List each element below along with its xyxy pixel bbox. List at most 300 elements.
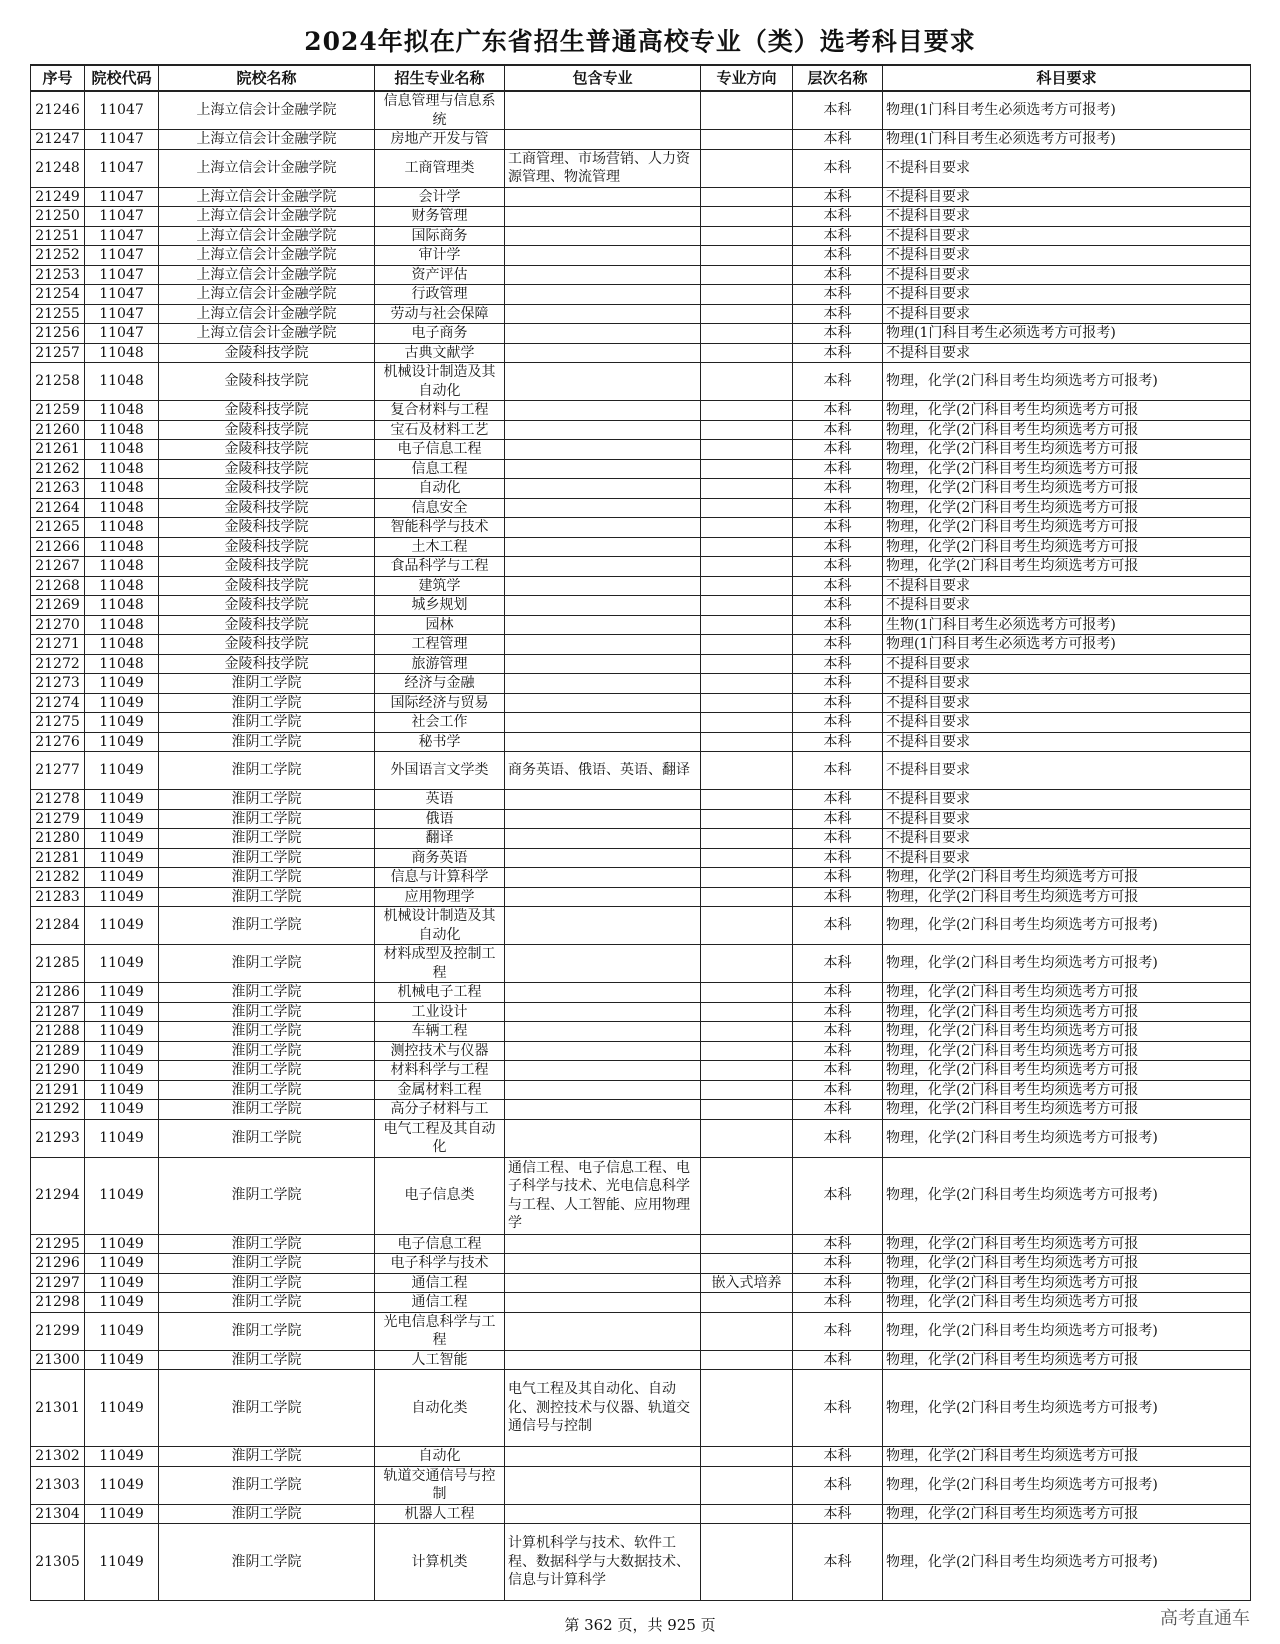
table-row [31, 1273, 1251, 1293]
cell-direction [701, 537, 793, 557]
cell-level: 本科 [793, 479, 883, 499]
cell-major-name: 翻译 [375, 829, 505, 849]
table-row [31, 498, 1251, 518]
cell-index: 21256 [31, 324, 85, 344]
cell-included-majors [505, 732, 701, 752]
cell-included-majors [505, 983, 701, 1003]
table-row [31, 226, 1251, 246]
cell-direction [701, 654, 793, 674]
cell-direction [701, 576, 793, 596]
cell-direction [701, 983, 793, 1003]
cell-direction [701, 401, 793, 421]
cell-included-majors: 通信工程、电子信息工程、电子科学与技术、光电信息科学与工程、人工智能、应用物理学 [505, 1157, 701, 1234]
cell-direction [701, 945, 793, 983]
cell-included-majors [505, 1234, 701, 1254]
cell-school-code: 11048 [85, 557, 159, 577]
cell-included-majors [505, 1312, 701, 1350]
cell-subject-req: 物理，化学(2门科目考生均须选考方可报考) [883, 1157, 1251, 1234]
cell-subject-req: 不提科目要求 [883, 752, 1251, 790]
cell-major-name: 机械设计制造及其自动化 [375, 907, 505, 945]
cell-major-name: 园林 [375, 615, 505, 635]
cell-direction: 嵌入式培养 [701, 1273, 793, 1293]
cell-subject-req: 物理，化学(2门科目考生均须选考方可报 [883, 518, 1251, 538]
cell-level: 本科 [793, 1524, 883, 1601]
brand-watermark: 高考直通车 [1160, 1608, 1250, 1629]
cell-major-name: 行政管理 [375, 285, 505, 305]
cell-subject-req: 不提科目要求 [883, 207, 1251, 227]
cell-direction [701, 1312, 793, 1350]
cell-included-majors [505, 537, 701, 557]
col-header-index: 序号 [31, 65, 85, 91]
cell-level: 本科 [793, 91, 883, 130]
cell-level: 本科 [793, 149, 883, 187]
cell-subject-req: 不提科目要求 [883, 246, 1251, 266]
cell-index: 21282 [31, 868, 85, 888]
cell-level: 本科 [793, 420, 883, 440]
table-row [31, 1312, 1251, 1350]
cell-included-majors [505, 1022, 701, 1042]
table-row [31, 420, 1251, 440]
table-row [31, 829, 1251, 849]
table-row [31, 1157, 1251, 1234]
cell-included-majors [505, 1350, 701, 1370]
cell-school-name: 金陵科技学院 [159, 479, 375, 499]
table-row [31, 809, 1251, 829]
cell-index: 21292 [31, 1100, 85, 1120]
cell-included-majors [505, 226, 701, 246]
cell-index: 21270 [31, 615, 85, 635]
cell-major-name: 信息安全 [375, 498, 505, 518]
cell-school-name: 淮阴工学院 [159, 1254, 375, 1274]
cell-level: 本科 [793, 829, 883, 849]
cell-school-name: 上海立信会计金融学院 [159, 149, 375, 187]
cell-level: 本科 [793, 654, 883, 674]
cell-school-code: 11049 [85, 1524, 159, 1601]
cell-school-name: 上海立信会计金融学院 [159, 130, 375, 150]
cell-included-majors [505, 187, 701, 207]
cell-level: 本科 [793, 304, 883, 324]
cell-subject-req: 不提科目要求 [883, 674, 1251, 694]
table-row [31, 674, 1251, 694]
cell-school-name: 上海立信会计金融学院 [159, 207, 375, 227]
cell-direction [701, 363, 793, 401]
cell-subject-req: 物理，化学(2门科目考生均须选考方可报 [883, 887, 1251, 907]
cell-school-code: 11048 [85, 635, 159, 655]
cell-subject-req: 不提科目要求 [883, 693, 1251, 713]
cell-included-majors [505, 596, 701, 616]
cell-level: 本科 [793, 635, 883, 655]
cell-major-name: 电子信息工程 [375, 1234, 505, 1254]
cell-direction [701, 1080, 793, 1100]
cell-direction [701, 1293, 793, 1313]
cell-major-name: 机械电子工程 [375, 983, 505, 1003]
cell-included-majors [505, 130, 701, 150]
cell-level: 本科 [793, 401, 883, 421]
cell-school-code: 11047 [85, 130, 159, 150]
cell-index: 21255 [31, 304, 85, 324]
cell-major-name: 应用物理学 [375, 887, 505, 907]
cell-level: 本科 [793, 1061, 883, 1081]
cell-subject-req: 物理，化学(2门科目考生均须选考方可报 [883, 1234, 1251, 1254]
cell-direction [701, 285, 793, 305]
cell-major-name: 房地产开发与管 [375, 130, 505, 150]
cell-subject-req: 不提科目要求 [883, 809, 1251, 829]
cell-direction [701, 149, 793, 187]
cell-school-code: 11049 [85, 1041, 159, 1061]
cell-subject-req: 物理，化学(2门科目考生均须选考方可报 [883, 1080, 1251, 1100]
cell-index: 21248 [31, 149, 85, 187]
cell-school-name: 淮阴工学院 [159, 1293, 375, 1313]
cell-school-code: 11049 [85, 809, 159, 829]
cell-index: 21265 [31, 518, 85, 538]
table-row [31, 1080, 1251, 1100]
cell-subject-req: 物理，化学(2门科目考生均须选考方可报 [883, 1504, 1251, 1524]
cell-major-name: 国际经济与贸易 [375, 693, 505, 713]
cell-direction [701, 1022, 793, 1042]
cell-school-code: 11049 [85, 1157, 159, 1234]
cell-school-code: 11049 [85, 674, 159, 694]
cell-major-name: 英语 [375, 790, 505, 810]
cell-included-majors [505, 343, 701, 363]
cell-subject-req: 物理，化学(2门科目考生均须选考方可报 [883, 868, 1251, 888]
page-title: 2024年拟在广东省招生普通高校专业（类）选考科目要求 [304, 27, 976, 56]
cell-level: 本科 [793, 459, 883, 479]
cell-school-name: 淮阴工学院 [159, 1447, 375, 1467]
table-row [31, 1061, 1251, 1081]
cell-school-name: 金陵科技学院 [159, 596, 375, 616]
cell-subject-req: 物理，化学(2门科目考生均须选考方可报考) [883, 1312, 1251, 1350]
cell-major-name: 外国语言文学类 [375, 752, 505, 790]
cell-school-code: 11048 [85, 479, 159, 499]
cell-school-name: 金陵科技学院 [159, 440, 375, 460]
cell-major-name: 高分子材料与工 [375, 1100, 505, 1120]
cell-major-name: 人工智能 [375, 1350, 505, 1370]
table-row [31, 91, 1251, 130]
cell-major-name: 劳动与社会保障 [375, 304, 505, 324]
cell-included-majors [505, 265, 701, 285]
cell-major-name: 审计学 [375, 246, 505, 266]
cell-subject-req: 物理，化学(2门科目考生均须选考方可报 [883, 1273, 1251, 1293]
cell-level: 本科 [793, 1293, 883, 1313]
cell-school-code: 11049 [85, 1466, 159, 1504]
cell-level: 本科 [793, 1447, 883, 1467]
cell-included-majors [505, 518, 701, 538]
cell-major-name: 自动化 [375, 479, 505, 499]
cell-direction [701, 343, 793, 363]
cell-school-code: 11049 [85, 868, 159, 888]
cell-subject-req: 物理，化学(2门科目考生均须选考方可报 [883, 1447, 1251, 1467]
cell-index: 21304 [31, 1504, 85, 1524]
cell-level: 本科 [793, 246, 883, 266]
cell-school-code: 11049 [85, 1254, 159, 1274]
cell-index: 21290 [31, 1061, 85, 1081]
cell-index: 21289 [31, 1041, 85, 1061]
cell-school-name: 上海立信会计金融学院 [159, 324, 375, 344]
cell-level: 本科 [793, 1002, 883, 1022]
cell-subject-req: 物理，化学(2门科目考生均须选考方可报 [883, 1002, 1251, 1022]
cell-level: 本科 [793, 983, 883, 1003]
cell-school-name: 金陵科技学院 [159, 654, 375, 674]
table-row [31, 615, 1251, 635]
requirements-table [30, 64, 1251, 1601]
cell-major-name: 土木工程 [375, 537, 505, 557]
cell-included-majors [505, 498, 701, 518]
cell-major-name: 秘书学 [375, 732, 505, 752]
cell-school-name: 淮阴工学院 [159, 1234, 375, 1254]
cell-included-majors [505, 887, 701, 907]
cell-school-code: 11047 [85, 207, 159, 227]
cell-school-code: 11047 [85, 226, 159, 246]
cell-level: 本科 [793, 1254, 883, 1274]
table-body [31, 91, 1251, 1601]
cell-level: 本科 [793, 1273, 883, 1293]
cell-level: 本科 [793, 1041, 883, 1061]
cell-direction [701, 1119, 793, 1157]
cell-included-majors [505, 1447, 701, 1467]
cell-school-name: 淮阴工学院 [159, 945, 375, 983]
cell-index: 21303 [31, 1466, 85, 1504]
col-header-major-name: 招生专业名称 [375, 65, 505, 91]
cell-major-name: 城乡规划 [375, 596, 505, 616]
cell-major-name: 工商管理类 [375, 149, 505, 187]
cell-level: 本科 [793, 207, 883, 227]
cell-school-code: 11049 [85, 1100, 159, 1120]
cell-subject-req: 物理，化学(2门科目考生均须选考方可报考) [883, 1524, 1251, 1601]
cell-direction [701, 304, 793, 324]
cell-school-code: 11048 [85, 518, 159, 538]
table-row [31, 1524, 1251, 1601]
cell-school-name: 淮阴工学院 [159, 848, 375, 868]
cell-school-code: 11048 [85, 459, 159, 479]
table-row [31, 285, 1251, 305]
cell-school-name: 淮阴工学院 [159, 1524, 375, 1601]
cell-index: 21276 [31, 732, 85, 752]
cell-school-code: 11049 [85, 945, 159, 983]
cell-subject-req: 物理(1门科目考生必须选考方可报考) [883, 324, 1251, 344]
cell-school-name: 淮阴工学院 [159, 752, 375, 790]
cell-direction [701, 1100, 793, 1120]
cell-subject-req: 物理，化学(2门科目考生均须选考方可报考) [883, 363, 1251, 401]
cell-major-name: 信息工程 [375, 459, 505, 479]
cell-major-name: 财务管理 [375, 207, 505, 227]
cell-subject-req: 不提科目要求 [883, 304, 1251, 324]
cell-included-majors [505, 1119, 701, 1157]
cell-level: 本科 [793, 576, 883, 596]
cell-school-code: 11049 [85, 1022, 159, 1042]
cell-direction [701, 790, 793, 810]
cell-level: 本科 [793, 945, 883, 983]
cell-school-code: 11049 [85, 1080, 159, 1100]
cell-major-name: 信息管理与信息系统 [375, 91, 505, 130]
cell-subject-req: 物理，化学(2门科目考生均须选考方可报 [883, 479, 1251, 499]
cell-direction [701, 246, 793, 266]
cell-level: 本科 [793, 693, 883, 713]
cell-direction [701, 1447, 793, 1467]
cell-index: 21252 [31, 246, 85, 266]
cell-school-code: 11049 [85, 1447, 159, 1467]
cell-direction [701, 1466, 793, 1504]
cell-subject-req: 物理(1门科目考生必须选考方可报考) [883, 635, 1251, 655]
cell-school-code: 11047 [85, 187, 159, 207]
cell-included-majors [505, 1002, 701, 1022]
cell-direction [701, 518, 793, 538]
table-row [31, 983, 1251, 1003]
cell-school-name: 淮阴工学院 [159, 1504, 375, 1524]
cell-subject-req: 物理，化学(2门科目考生均须选考方可报考) [883, 907, 1251, 945]
cell-major-name: 计算机类 [375, 1524, 505, 1601]
cell-level: 本科 [793, 790, 883, 810]
cell-school-name: 金陵科技学院 [159, 343, 375, 363]
cell-direction [701, 1061, 793, 1081]
cell-school-name: 金陵科技学院 [159, 363, 375, 401]
cell-included-majors [505, 848, 701, 868]
table-row [31, 732, 1251, 752]
table-row [31, 945, 1251, 983]
cell-major-name: 建筑学 [375, 576, 505, 596]
cell-major-name: 通信工程 [375, 1273, 505, 1293]
col-header-level: 层次名称 [793, 65, 883, 91]
cell-subject-req: 不提科目要求 [883, 596, 1251, 616]
cell-level: 本科 [793, 557, 883, 577]
cell-included-majors: 计算机科学与技术、软件工程、数据科学与大数据技术、信息与计算科学 [505, 1524, 701, 1601]
cell-direction [701, 1157, 793, 1234]
cell-index: 21278 [31, 790, 85, 810]
cell-included-majors [505, 615, 701, 635]
cell-included-majors [505, 790, 701, 810]
cell-school-code: 11047 [85, 304, 159, 324]
cell-included-majors [505, 868, 701, 888]
cell-subject-req: 物理，化学(2门科目考生均须选考方可报 [883, 557, 1251, 577]
cell-subject-req: 不提科目要求 [883, 265, 1251, 285]
cell-index: 21293 [31, 1119, 85, 1157]
cell-included-majors [505, 1080, 701, 1100]
cell-level: 本科 [793, 809, 883, 829]
table-row [31, 557, 1251, 577]
cell-school-code: 11049 [85, 713, 159, 733]
cell-school-name: 金陵科技学院 [159, 420, 375, 440]
cell-index: 21305 [31, 1524, 85, 1601]
cell-school-code: 11049 [85, 1293, 159, 1313]
cell-index: 21268 [31, 576, 85, 596]
cell-school-name: 淮阴工学院 [159, 1119, 375, 1157]
cell-level: 本科 [793, 1080, 883, 1100]
col-header-included-majors: 包含专业 [505, 65, 701, 91]
cell-index: 21286 [31, 983, 85, 1003]
cell-included-majors [505, 654, 701, 674]
table-row [31, 1002, 1251, 1022]
cell-subject-req: 不提科目要求 [883, 654, 1251, 674]
cell-school-code: 11047 [85, 91, 159, 130]
cell-major-name: 国际商务 [375, 226, 505, 246]
cell-school-code: 11049 [85, 1370, 159, 1447]
cell-included-majors [505, 809, 701, 829]
cell-school-name: 金陵科技学院 [159, 557, 375, 577]
cell-subject-req: 不提科目要求 [883, 848, 1251, 868]
cell-school-code: 11048 [85, 498, 159, 518]
cell-direction [701, 226, 793, 246]
cell-included-majors [505, 635, 701, 655]
cell-school-name: 金陵科技学院 [159, 576, 375, 596]
cell-school-code: 11048 [85, 401, 159, 421]
cell-major-name: 车辆工程 [375, 1022, 505, 1042]
table-row [31, 265, 1251, 285]
cell-school-name: 金陵科技学院 [159, 537, 375, 557]
cell-direction [701, 498, 793, 518]
cell-index: 21302 [31, 1447, 85, 1467]
cell-subject-req: 物理，化学(2门科目考生均须选考方可报 [883, 420, 1251, 440]
cell-school-name: 金陵科技学院 [159, 498, 375, 518]
table-row [31, 1119, 1251, 1157]
cell-index: 21269 [31, 596, 85, 616]
cell-school-code: 11049 [85, 1350, 159, 1370]
table-row [31, 790, 1251, 810]
table-row [31, 1041, 1251, 1061]
cell-major-name: 光电信息科学与工程 [375, 1312, 505, 1350]
cell-included-majors [505, 693, 701, 713]
table-row [31, 479, 1251, 499]
table-header-row [31, 65, 1251, 91]
cell-school-code: 11048 [85, 596, 159, 616]
table-row [31, 1370, 1251, 1447]
cell-direction [701, 1524, 793, 1601]
cell-major-name: 社会工作 [375, 713, 505, 733]
cell-included-majors: 商务英语、俄语、英语、翻译 [505, 752, 701, 790]
cell-included-majors [505, 713, 701, 733]
table-row [31, 130, 1251, 150]
cell-school-code: 11047 [85, 246, 159, 266]
cell-level: 本科 [793, 440, 883, 460]
cell-direction [701, 1370, 793, 1447]
cell-major-name: 电子信息类 [375, 1157, 505, 1234]
cell-level: 本科 [793, 868, 883, 888]
cell-index: 21275 [31, 713, 85, 733]
cell-included-majors [505, 674, 701, 694]
table-row [31, 187, 1251, 207]
cell-subject-req: 不提科目要求 [883, 187, 1251, 207]
cell-major-name: 电气工程及其自动化 [375, 1119, 505, 1157]
table-row [31, 868, 1251, 888]
cell-level: 本科 [793, 1100, 883, 1120]
cell-school-code: 11048 [85, 420, 159, 440]
cell-level: 本科 [793, 1466, 883, 1504]
cell-direction [701, 207, 793, 227]
cell-index: 21253 [31, 265, 85, 285]
table-row [31, 654, 1251, 674]
cell-school-code: 11049 [85, 829, 159, 849]
cell-index: 21247 [31, 130, 85, 150]
cell-index: 21250 [31, 207, 85, 227]
cell-level: 本科 [793, 848, 883, 868]
cell-included-majors: 电气工程及其自动化、自动化、测控技术与仪器、轨道交通信号与控制 [505, 1370, 701, 1447]
table-row [31, 343, 1251, 363]
cell-school-name: 淮阴工学院 [159, 1022, 375, 1042]
cell-included-majors [505, 1100, 701, 1120]
cell-school-name: 淮阴工学院 [159, 693, 375, 713]
cell-index: 21285 [31, 945, 85, 983]
cell-major-name: 材料科学与工程 [375, 1061, 505, 1081]
cell-major-name: 复合材料与工程 [375, 401, 505, 421]
cell-school-name: 淮阴工学院 [159, 829, 375, 849]
cell-school-name: 上海立信会计金融学院 [159, 265, 375, 285]
cell-index: 21288 [31, 1022, 85, 1042]
cell-school-code: 11048 [85, 615, 159, 635]
cell-level: 本科 [793, 1350, 883, 1370]
cell-school-code: 11049 [85, 1504, 159, 1524]
cell-level: 本科 [793, 1370, 883, 1447]
cell-school-code: 11047 [85, 265, 159, 285]
cell-school-code: 11049 [85, 848, 159, 868]
cell-index: 21251 [31, 226, 85, 246]
